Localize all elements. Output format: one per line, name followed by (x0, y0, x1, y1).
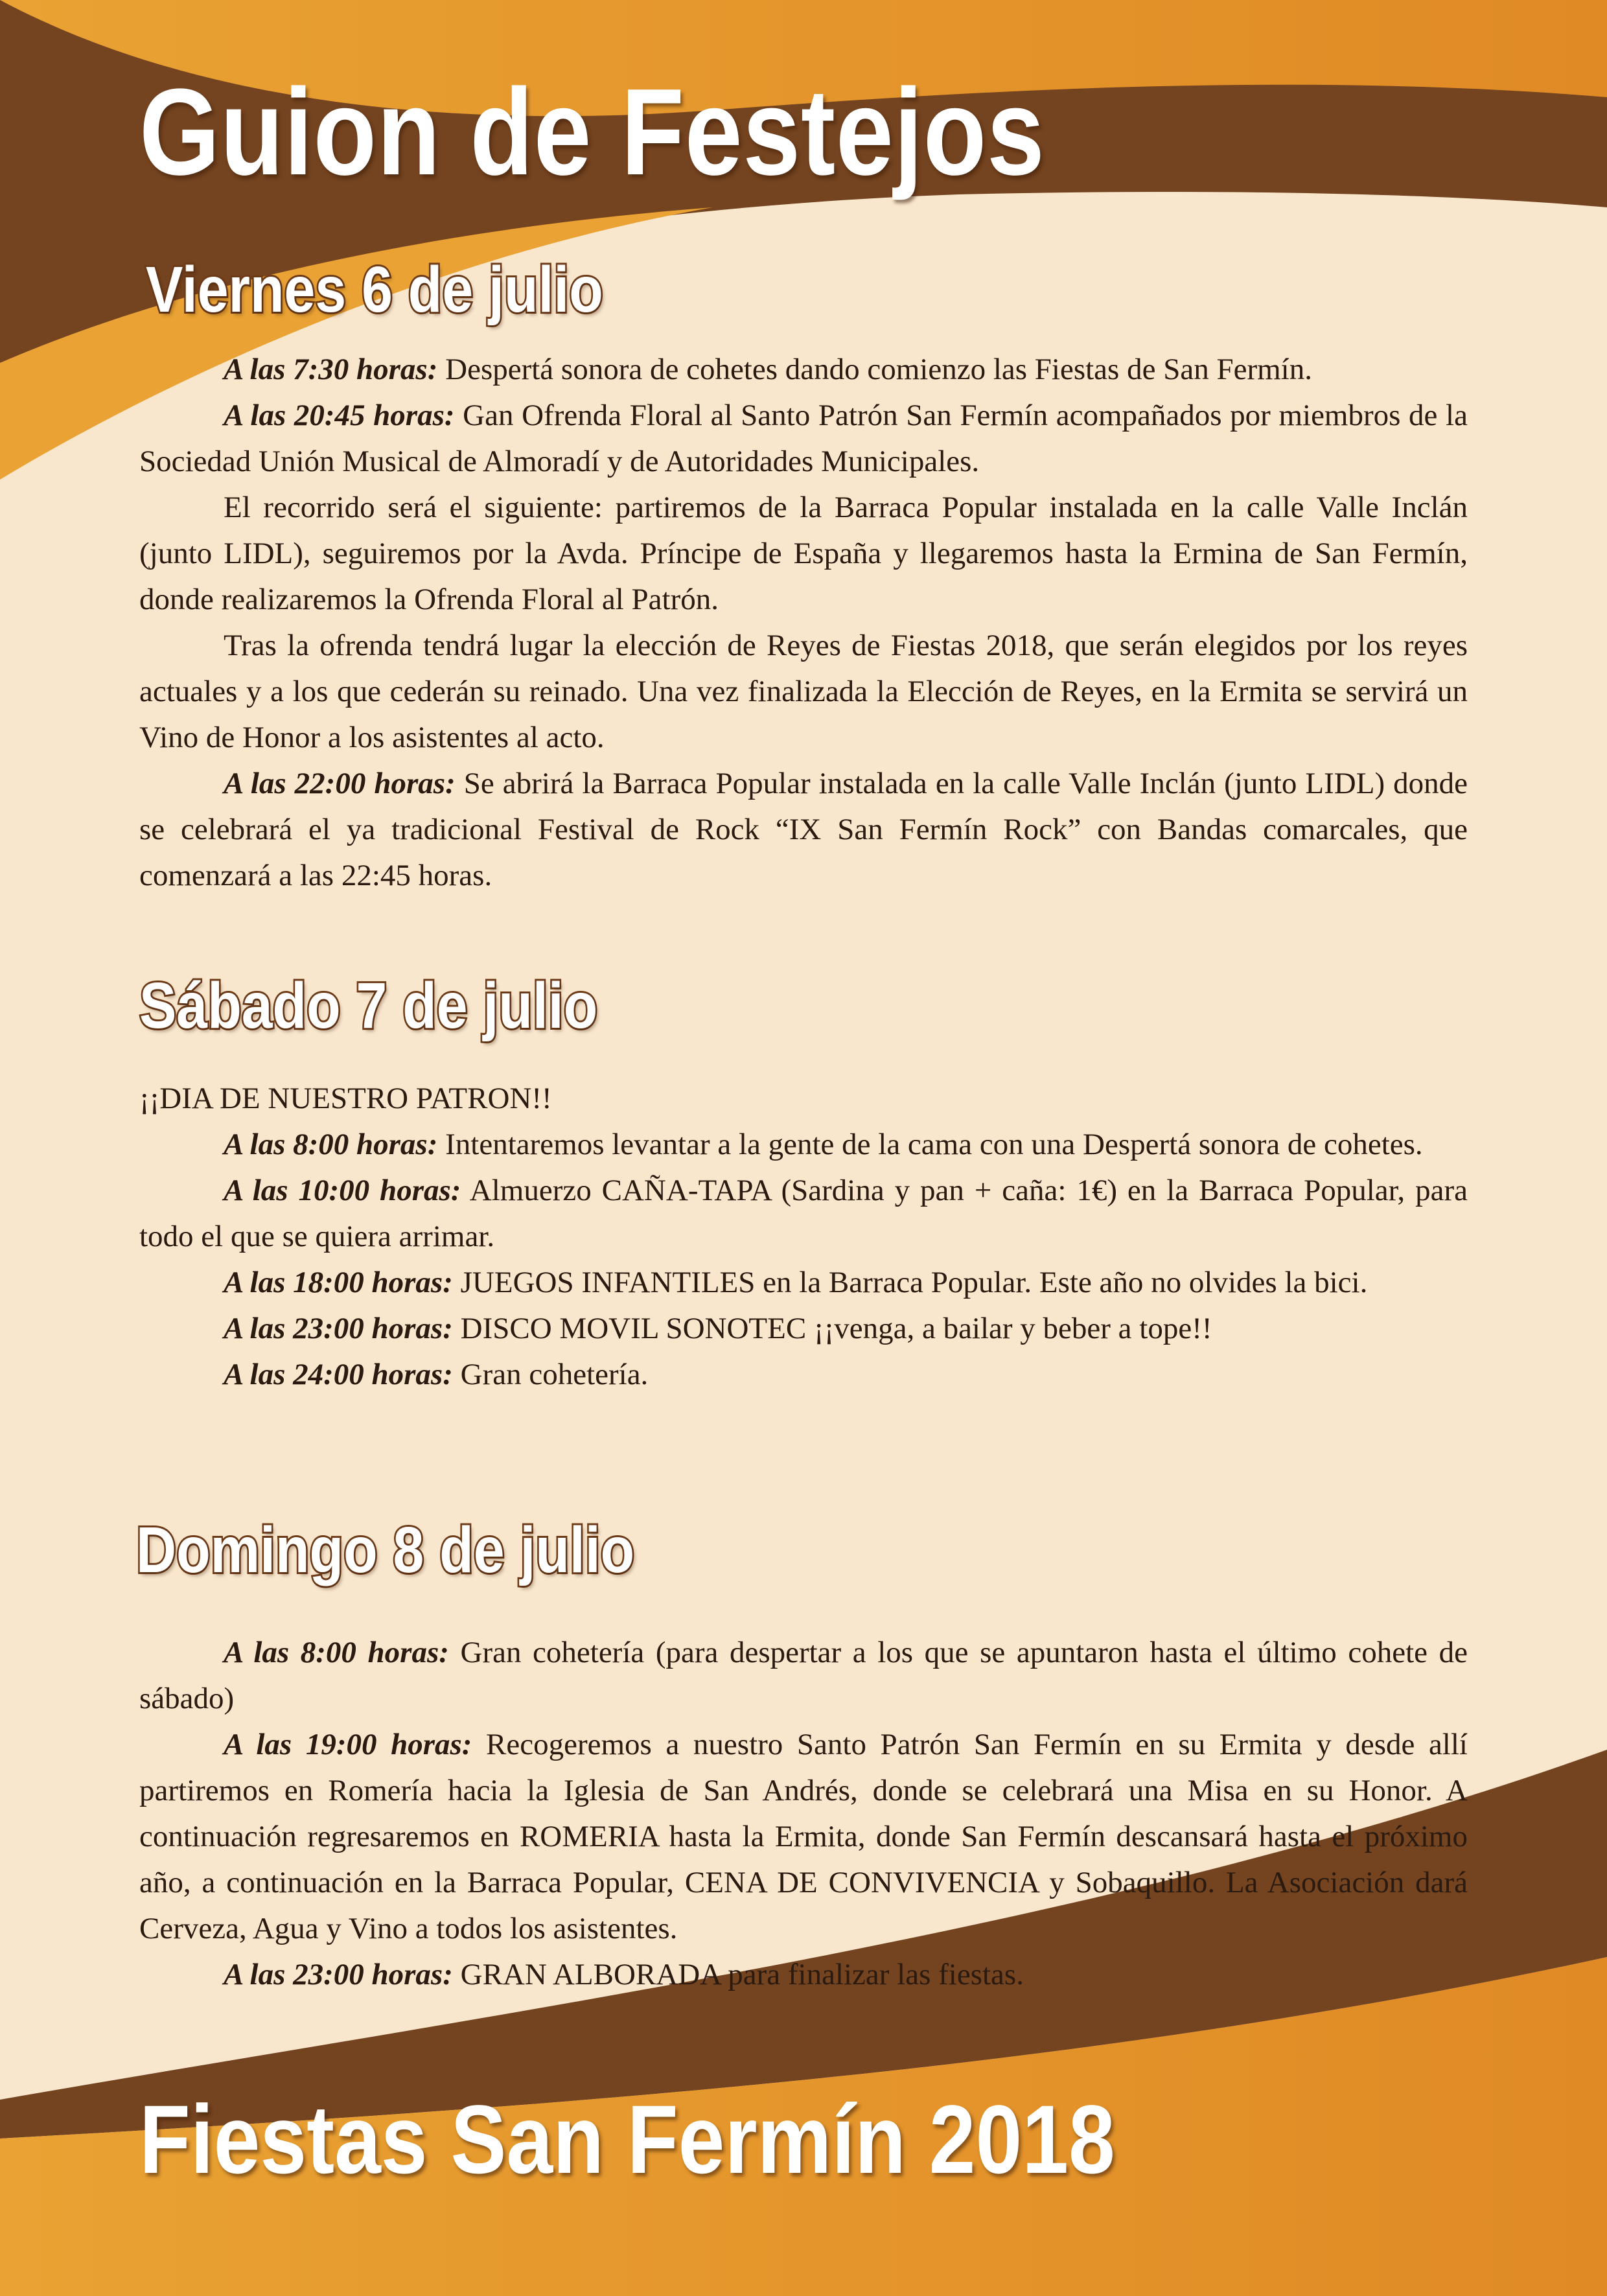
event-text: Tras la ofrenda tendrá lugar la elección de Reyes de Fiestas 2018, que serán elegidos por los reyes actuales y a los que cederán su reinado. Una vez finalizada la Elección de Reyes, en la Ermita se servirá un Vino de Honor a los asistentes al acto. (139, 629, 1468, 754)
event-text: GRAN ALBORADA para finalizar las fiestas. (452, 1958, 1024, 1991)
day-block-sabado (139, 1076, 1468, 1398)
event-paragraph (139, 393, 1468, 485)
event-time: A las 20:45 horas: (224, 399, 455, 432)
event-text: DISCO MOVIL SONOTEC ¡¡venga, a bailar y beber a tope!! (452, 1312, 1212, 1345)
event-paragraph (139, 1168, 1468, 1260)
event-time: A las 22:00 horas: (224, 767, 456, 800)
event-time: A las 10:00 horas: (224, 1174, 461, 1207)
event-time: A las 18:00 horas: (224, 1266, 453, 1299)
event-text: El recorrido será el siguiente: partiremos de la Barraca Popular instalada en la calle Valle Inclán (junto LIDL), seguiremos por la Avda. Príncipe de España y llegaremos hasta la Ermina de San Fermín, donde realizaremos la Ofrenda Floral al Patrón. (139, 491, 1468, 616)
page-title: Guion de Festejos (139, 64, 1045, 201)
event-text: Se abrirá la Barraca Popular instalada en la calle Valle Inclán (junto LIDL) donde se celebrará el ya tradicional Festival de Rock “IX San Fermín Rock” con Bandas comarcales, que comenzará a las 22:45 horas. (139, 767, 1468, 892)
event-time: A las 8:00 horas: (224, 1636, 449, 1669)
event-paragraph (139, 1630, 1468, 1722)
event-time: A las 7:30 horas: (224, 353, 438, 386)
event-paragraph (139, 1352, 1468, 1398)
day-intro: ¡¡DIA DE NUESTRO PATRON!! (139, 1082, 552, 1115)
day-heading-viernes: Viernes 6 de julio (146, 253, 603, 326)
footer-title: Fiestas San Fermín 2018 (139, 2085, 1115, 2194)
event-time: A las 19:00 horas: (224, 1728, 472, 1761)
event-paragraph (139, 347, 1468, 393)
event-text: Gan Ofrenda Floral al Santo Patrón San Fermín acompañados por miembros de la Sociedad Unión Musical de Almoradí y de Autoridades Municipales. (139, 399, 1468, 478)
event-paragraph (139, 761, 1468, 899)
event-paragraph (139, 1306, 1468, 1352)
event-paragraph (139, 485, 1468, 623)
day-block-viernes (139, 347, 1468, 899)
event-text: Almuerzo CAÑA-TAPA (Sardina y pan + caña: 1€) en la Barraca Popular, para todo el que se quiera arrimar. (139, 1174, 1468, 1253)
event-time: A las 8:00 horas: (224, 1128, 438, 1161)
event-paragraph (139, 1122, 1468, 1168)
event-time: A las 23:00 horas: (224, 1958, 453, 1991)
event-time: A las 24:00 horas: (224, 1358, 453, 1391)
event-text: Despertá sonora de cohetes dando comienzo las Fiestas de San Fermín. (437, 353, 1312, 386)
day-heading-domingo: Domingo 8 de julio (136, 1514, 635, 1586)
event-text: Gran cohetería. (452, 1358, 649, 1391)
event-text: Intentaremos levantar a la gente de la cama con una Despertá sonora de cohetes. (437, 1128, 1423, 1161)
event-paragraph (139, 623, 1468, 761)
event-paragraph (139, 1952, 1468, 1998)
day-heading-sabado: Sábado 7 de julio (139, 969, 598, 1042)
event-paragraph (139, 1722, 1468, 1952)
day-block-domingo (139, 1630, 1468, 1998)
event-text: Recogeremos a nuestro Santo Patrón San Fermín en su Ermita y desde allí partiremos en Romería hacia la Iglesia de San Andrés, donde se celebrará una Misa en su Honor. A continuación regresaremos en ROMERIA hasta la Ermita, donde San Fermín descansará hasta el próximo año, a continuación en la Barraca Popular, CENA DE CONVIVENCIA y Sobaquillo. La Asociación dará Cerveza, Agua y Vino a todos los asistentes. (139, 1728, 1468, 1945)
event-text: JUEGOS INFANTILES en la Barraca Popular. Este año no olvides la bici. (452, 1266, 1368, 1299)
event-paragraph (139, 1260, 1468, 1306)
event-text: Gran cohetería (para despertar a los que se apuntaron hasta el último cohete de sábado) (139, 1636, 1468, 1715)
event-time: A las 23:00 horas: (224, 1312, 453, 1345)
